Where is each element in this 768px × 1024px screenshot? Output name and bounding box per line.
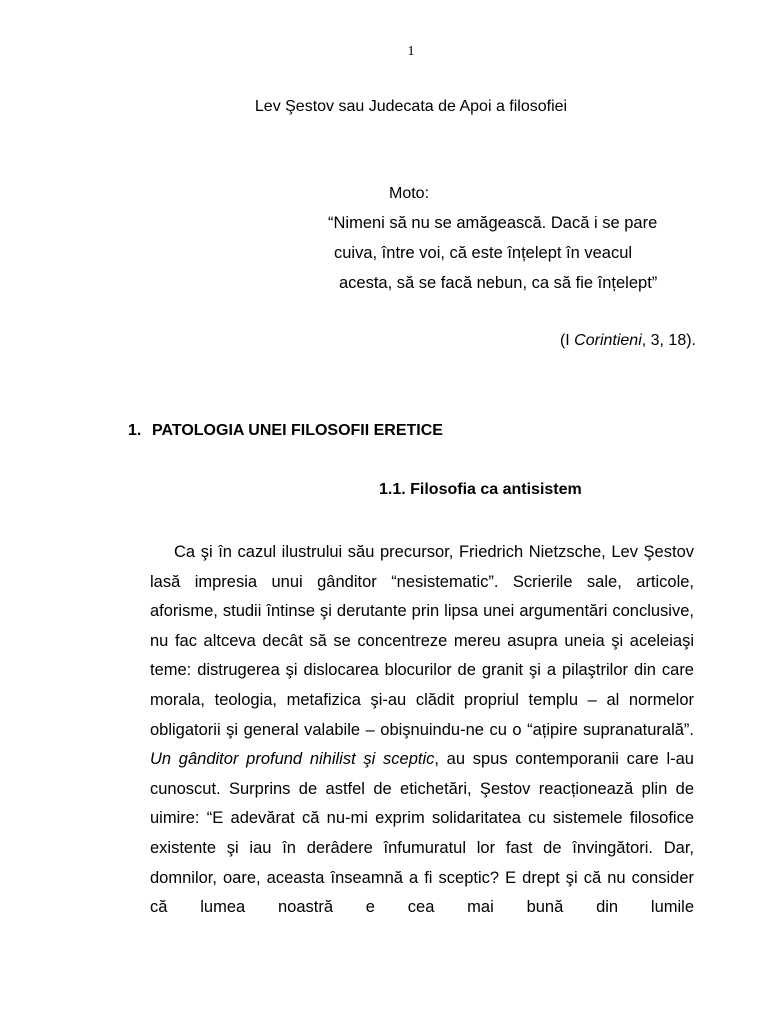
document-title: Lev Şestov sau Judecata de Apoi a filosofiei [254, 98, 568, 115]
paragraph-text: Ca şi în cazul ilustrului său precursor, Friedrich Nietzsche, Lev Şestov lasă impresia unui gânditor “nesistematic”. Scrierile sale, articole, aforisme, studii întinse şi derutante prin lipsa unei argumentări conclusive, nu fac altceva decât să se concentreze mereu asupra uneia şi aceleiaşi teme: distrugerea şi dislocarea blocurilor de granit şi a pilaştrilor din care morala, teologia, metafizica şi-au clădit propriul templu – al normelor obligatorii şi general valabile – obişnuindu-ne cu o “ațipire supranaturală”. [150, 543, 694, 739]
motto-line: “Nimeni să nu se amăgească. Dacă i se pare [328, 214, 658, 232]
section-heading-text: PATOLOGIA UNEI FILOSOFII ERETICE [152, 422, 443, 439]
page-number: 1 [407, 44, 415, 59]
section-number: 1. [128, 422, 142, 439]
citation-prefix: (I [559, 332, 575, 349]
citation-suffix: , 3, 18). [641, 332, 696, 349]
section-heading [128, 422, 443, 440]
paragraph-italic: Un gânditor profund nihilist şi sceptic [150, 750, 435, 769]
subsection-heading: 1.1. Filosofia ca antisistem [379, 481, 582, 498]
motto-citation [560, 332, 696, 350]
citation-work: Corintieni [574, 332, 642, 349]
paragraph-text: , au spus contemporanii care l-au cunoscut. Surprins de astfel de etichetări, Şestov reacționează plin de uimire: “E adevărat că nu-mi exprim solidaritatea cu sistemele filosofice existente şi iau în derâdere înfumuratul lor fast de învingători. Dar, domnilor, oare, aceasta înseamnă a fi sceptic? E drept şi că nu consider că lumea noastră e cea mai bună din lumile [150, 750, 694, 917]
motto-line: cuiva, între voi, că este înțelept în veacul [334, 244, 633, 262]
motto-line: acesta, să se facă nebun, ca să fie înțelept” [339, 274, 658, 292]
motto-label: Moto: [389, 185, 430, 202]
body-paragraph [150, 538, 694, 923]
